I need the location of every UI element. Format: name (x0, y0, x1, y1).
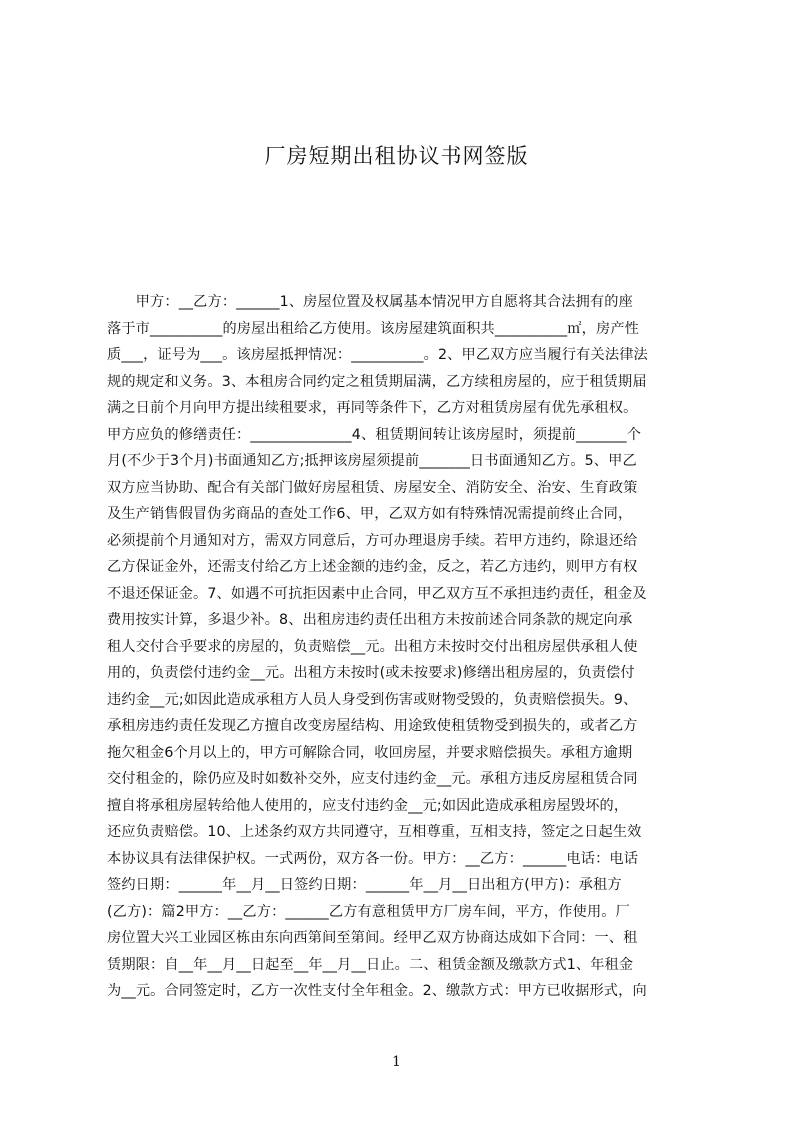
body-line: 不退还保证金。7、如遇不可抗拒因素中止合同，甲乙双方互不承担违约责任，租金及 (107, 585, 647, 602)
body-line: 为__元。合同签定时，乙方一次性支付全年租金。2、缴款方式：甲方已收据形式，向 (107, 983, 647, 999)
body-line: 本协议具有法律保护权。一式两份，双方各一份。甲方：__乙方：______电话：电话 (107, 850, 639, 867)
body-line: (乙方)：篇2甲方：__乙方：______乙方有意租赁甲方厂房车间，平方，作使用。厂 (107, 903, 630, 920)
page-number: 1 (392, 1054, 401, 1070)
body-line: 费用按实计算，多退少补。8、出租房违约责任出租方未按前述合同条款的规定向承 (107, 612, 633, 628)
body-line: 甲方应负的修缮责任：______________4、租赁期间转让该房屋时，须提前_______个 (107, 426, 642, 443)
body-line: 月(不少于3个月)书面通知乙方;抵押该房屋须提前_______日书面通知乙方。5、甲乙 (107, 453, 637, 469)
body-line: 及生产销售假冒伪劣商品的查处工作6、甲，乙双方如有特殊情况需提前终止合同， (107, 506, 633, 522)
body-line: 承租房违约责任发现乙方擅自改变房屋结构、用途致使租赁物受到损失的，或者乙方 (107, 718, 638, 734)
body-line: 满之日前个月向甲方提出续租要求，再同等条件下，乙方对租赁房屋有优先承租权。 (107, 400, 638, 416)
body-line: 赁期限：自__年__月__日起至__年__月__日止。二、租赁金额及缴款方式1、年租金 (107, 956, 634, 973)
body-line: 规的规定和义务。3、本租房合同约定之租赁期届满，乙方续租房屋的，应于租赁期届 (107, 373, 647, 390)
document-body (107, 289, 698, 1007)
body-line: 甲方：__乙方：______1、房屋位置及权属基本情况甲方自愿将其合法拥有的座 (107, 294, 633, 310)
body-line: 还应负责赔偿。10、上述条约双方共同遵守，互相尊重，互相支持，签定之日起生效 (107, 824, 642, 840)
body-line: 落于市__________的房屋出租给乙方使用。该房屋建筑面积共__________㎡，房产性 (107, 320, 639, 337)
body-line: 违约金__元;如因此造成承租方人员人身受到伤害或财物受毁的，负责赔偿损失。9、 (107, 691, 638, 708)
body-line: 双方应当协助、配合有关部门做好房屋租赁、房屋安全、消防安全、治安、生育政策 (107, 479, 638, 496)
body-line: 乙方保证金外，还需支付给乙方上述金额的违约金，反之，若乙方违约，则甲方有权 (107, 559, 638, 575)
body-line: 必须提前个月通知对方，需双方同意后，方可办理退房手续。若甲方违约，除退还给 (107, 532, 638, 549)
body-line: 拖欠租金6个月以上的，甲方可解除合同，收回房屋，并要求赔偿损失。承租方逾期 (107, 744, 633, 761)
body-line: 签约日期：______年__月__日签约日期：______年__月__日出租方(甲方)：承租方 (107, 877, 622, 893)
body-line: 房位置大兴工业园区栋由东向西第间至第间。经甲乙双方协商达成如下合同：一、租 (107, 930, 638, 946)
document-title: 厂房短期出租协议书网签版 (264, 144, 529, 168)
body-line: 交付租金的，除仍应及时如数补交外，应支付违约金__元。承租方违反房屋租赁合同 (107, 771, 638, 787)
body-line: 擅自将承租房屋转给他人使用的，应支付违约金__元;如因此造成承租房屋毁坏的， (107, 797, 629, 814)
body-line: 用的，负责偿付违约金__元。出租方未按时(或未按要求)修缮出租房屋的，负责偿付 (107, 665, 635, 681)
body-line: 质___，证号为___。该房屋抵押情况：__________。2、甲乙双方应当履行有关法律法 (107, 347, 648, 363)
body-line: 租人交付合乎要求的房屋的，负责赔偿__元。出租方未按时交付出租房屋供承租人使 (107, 638, 638, 655)
